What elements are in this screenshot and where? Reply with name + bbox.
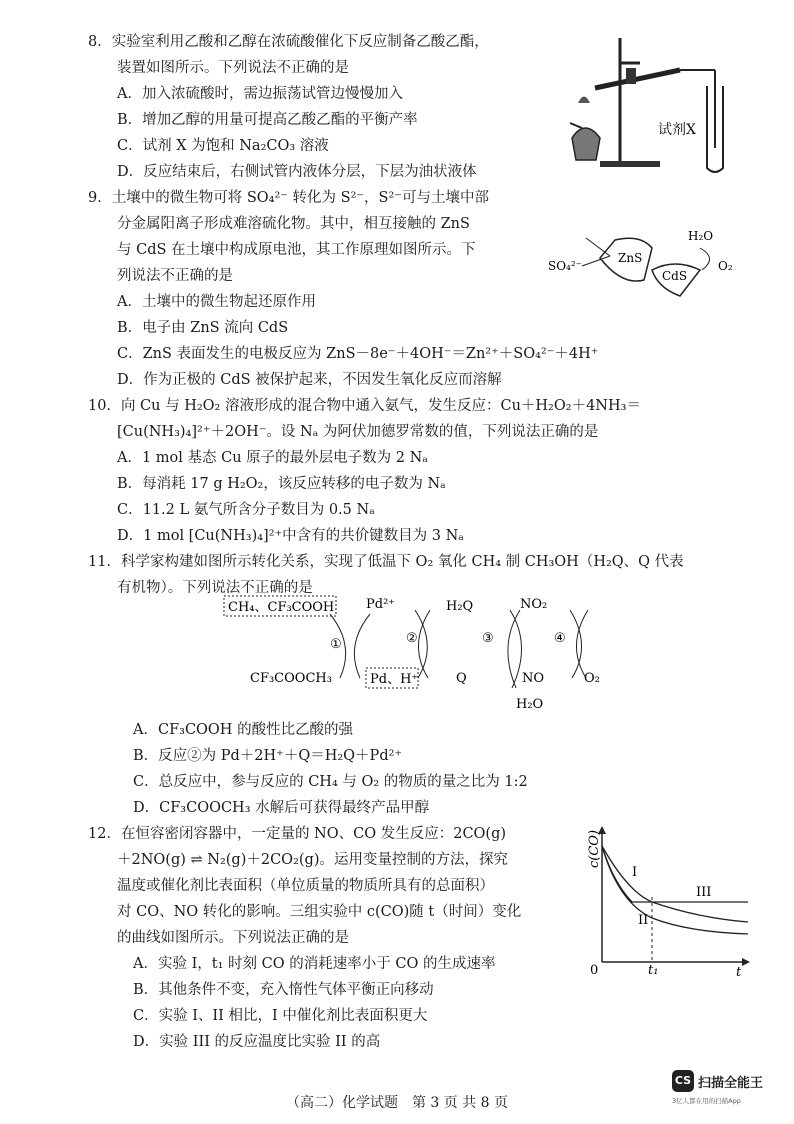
q12-stem-line2: ＋2NO(g) ⇌ N₂(g)＋2CO₂(g)。运用变量控制的方法，探究 (117, 852, 508, 868)
q8-option-a: A．加入浓硫酸时，需边振荡试管边慢慢加入 (117, 86, 403, 102)
q12-option-a: A．实验 I，t₁ 时刻 CO 的消耗速率小于 CO 的生成速率 (133, 956, 496, 972)
q9-stem-line1: 9．土壤中的微生物可将 SO₄²⁻ 转化为 S²⁻，S²⁻可与土壤中部 (88, 190, 489, 206)
q12-option-d: D．实验 III 的反应温度比实验 II 的高 (133, 1034, 381, 1050)
q12-xlabel: t (736, 965, 742, 980)
q11-stem-line2: 有机物）。下列说法不正确的是 (117, 580, 313, 596)
q8-stem-line1: 8．实验室利用乙酸和乙醇在浓硫酸催化下反应制备乙酸乙酯， (88, 34, 489, 50)
q12-curve-ii-label: II (638, 913, 649, 928)
q12-stem-line5: 的曲线如图所示。下列说法正确的是 (117, 930, 349, 946)
q12-origin-label: 0 (590, 963, 599, 978)
q11-q-label: Q (456, 671, 467, 686)
scanner-watermark (672, 1070, 782, 1106)
q8-stem-line2: 装置如图所示。下列说法不正确的是 (117, 60, 349, 76)
q11-step4-label: ④ (554, 631, 566, 646)
q11-step1-label: ① (330, 637, 342, 652)
q11-option-c: C．总反应中，参与反应的 CH₄ 与 O₂ 的物质的量之比为 1:2 (133, 774, 528, 790)
q8-option-d: D．反应结束后，右侧试管内液体分层，下层为油状液体 (117, 164, 477, 180)
q11-h2q-label: H₂Q (446, 599, 474, 614)
q12-curve-ii (602, 846, 748, 934)
q11-h2o-label: H₂O (516, 697, 544, 712)
q9-stem-line2: 分金属阳离子形成难溶硫化物。其中，相互接触的 ZnS (117, 216, 470, 232)
q12-stem-line4: 对 CO、NO 转化的影响。三组实验中 c(CO)随 t（时间）变化 (117, 904, 522, 920)
q11-pd2-label: Pd²⁺ (366, 597, 396, 612)
q10-stem-line1: 10．向 Cu 与 H₂O₂ 溶液形成的混合物中通入氨气，发生反应：Cu＋H₂O₂＋4NH₃＝ (88, 398, 641, 414)
q12-option-c: C．实验 I、II 相比，I 中催化剂比表面积更大 (133, 1008, 428, 1024)
q9-option-b: B．电子由 ZnS 流向 CdS (117, 320, 289, 336)
q10-option-d: D．1 mol [Cu(NH₃)₄]²⁺中含有的共价键数目为 3 Nₐ (117, 528, 464, 544)
q12-stem-line1: 12．在恒容密闭容器中，一定量的 NO、CO 发生反应：2CO(g) (88, 826, 507, 842)
q9-so4-label: SO₄²⁻ (548, 259, 583, 273)
q8-reagent-x-label: 试剂X (658, 122, 696, 138)
q9-option-a: A．土壤中的微生物起还原作用 (117, 294, 316, 310)
q12-stem-line3: 温度或催化剂比表面积（单位质量的物质所具有的总面积） (117, 878, 494, 894)
watermark-name: 扫描全能王 (698, 1076, 764, 1091)
q12-t1-label: t₁ (648, 963, 659, 978)
q9-zns-label: ZnS (618, 251, 643, 265)
q11-step2-label: ② (406, 631, 418, 646)
q9-stem-line3: 与 CdS 在土壤中构成原电池，其工作原理如图所示。下 (117, 242, 476, 258)
q9-option-c: C．ZnS 表面发生的电极反应为 ZnS－8e⁻＋4OH⁻＝Zn²⁺＋SO₄²⁻＋4H⁺ (117, 346, 599, 362)
q11-stem-line1: 11．科学家构建如图所示转化关系，实现了低温下 O₂ 氧化 CH₄ 制 CH₃OH（H₂Q、Q 代表 (88, 554, 684, 570)
q12-curve-i-label: I (632, 865, 638, 880)
q8-option-b: B．增加乙醇的用量可提高乙酸乙酯的平衡产率 (117, 112, 418, 128)
q11-option-b: B．反应②为 Pd＋2H⁺＋Q＝H₂Q＋Pd²⁺ (133, 748, 403, 764)
q9-cds-label: CdS (662, 269, 688, 283)
q11-no-label: NO (522, 671, 545, 686)
q9-h2o-label: H₂O (688, 229, 714, 243)
q10-option-b: B．每消耗 17 g H₂O₂，该反应转移的电子数为 Nₐ (117, 476, 446, 492)
q11-o2-label: O₂ (584, 671, 600, 686)
q11-box2-label: Pd、H⁺ (370, 672, 419, 687)
q11-step3-label: ③ (482, 631, 494, 646)
q11-cycle-figure (220, 590, 620, 720)
cs-logo-icon: CS (672, 1070, 694, 1092)
q9-stem-line4: 列说法不正确的是 (117, 268, 233, 284)
q12-concentration-graph (578, 822, 754, 982)
page-footer: （高二）化学试题 第 3 页 共 8 页 (285, 1095, 509, 1111)
q11-no2-label: NO₂ (520, 597, 548, 612)
q12-curve-i (602, 846, 748, 922)
q9-option-d: D．作为正极的 CdS 被保护起来，不因发生氧化反应而溶解 (117, 372, 502, 388)
q8-apparatus-figure (560, 28, 740, 178)
q9-cell-figure (540, 218, 740, 300)
q9-o2-label: O₂ (718, 259, 733, 273)
watermark-sub: 3亿人都在用的扫描App (672, 1097, 741, 1105)
q10-option-c: C．11.2 L 氨气所含分子数目为 0.5 Nₐ (117, 502, 375, 518)
q12-curve-iii-label: III (696, 885, 712, 900)
q12-ylabel: c(CO) (587, 829, 602, 868)
q11-cf3cooch3-label: CF₃COOCH₃ (250, 671, 332, 686)
q11-box1-label: CH₄、CF₃COOH (228, 600, 335, 615)
q11-option-a: A．CF₃COOH 的酸性比乙酸的强 (133, 722, 354, 738)
q12-option-b: B．其他条件不变，充入惰性气体平衡正向移动 (133, 982, 434, 998)
q10-stem-line2: [Cu(NH₃)₄]²⁺＋2OH⁻。设 Nₐ 为阿伏加德罗常数的值，下列说法正确的是 (117, 424, 599, 440)
q8-option-c: C．试剂 X 为饱和 Na₂CO₃ 溶液 (117, 138, 329, 154)
q11-option-d: D．CF₃COOCH₃ 水解后可获得最终产品甲醇 (133, 800, 430, 816)
q10-option-a: A．1 mol 基态 Cu 原子的最外层电子数为 2 Nₐ (117, 450, 428, 466)
